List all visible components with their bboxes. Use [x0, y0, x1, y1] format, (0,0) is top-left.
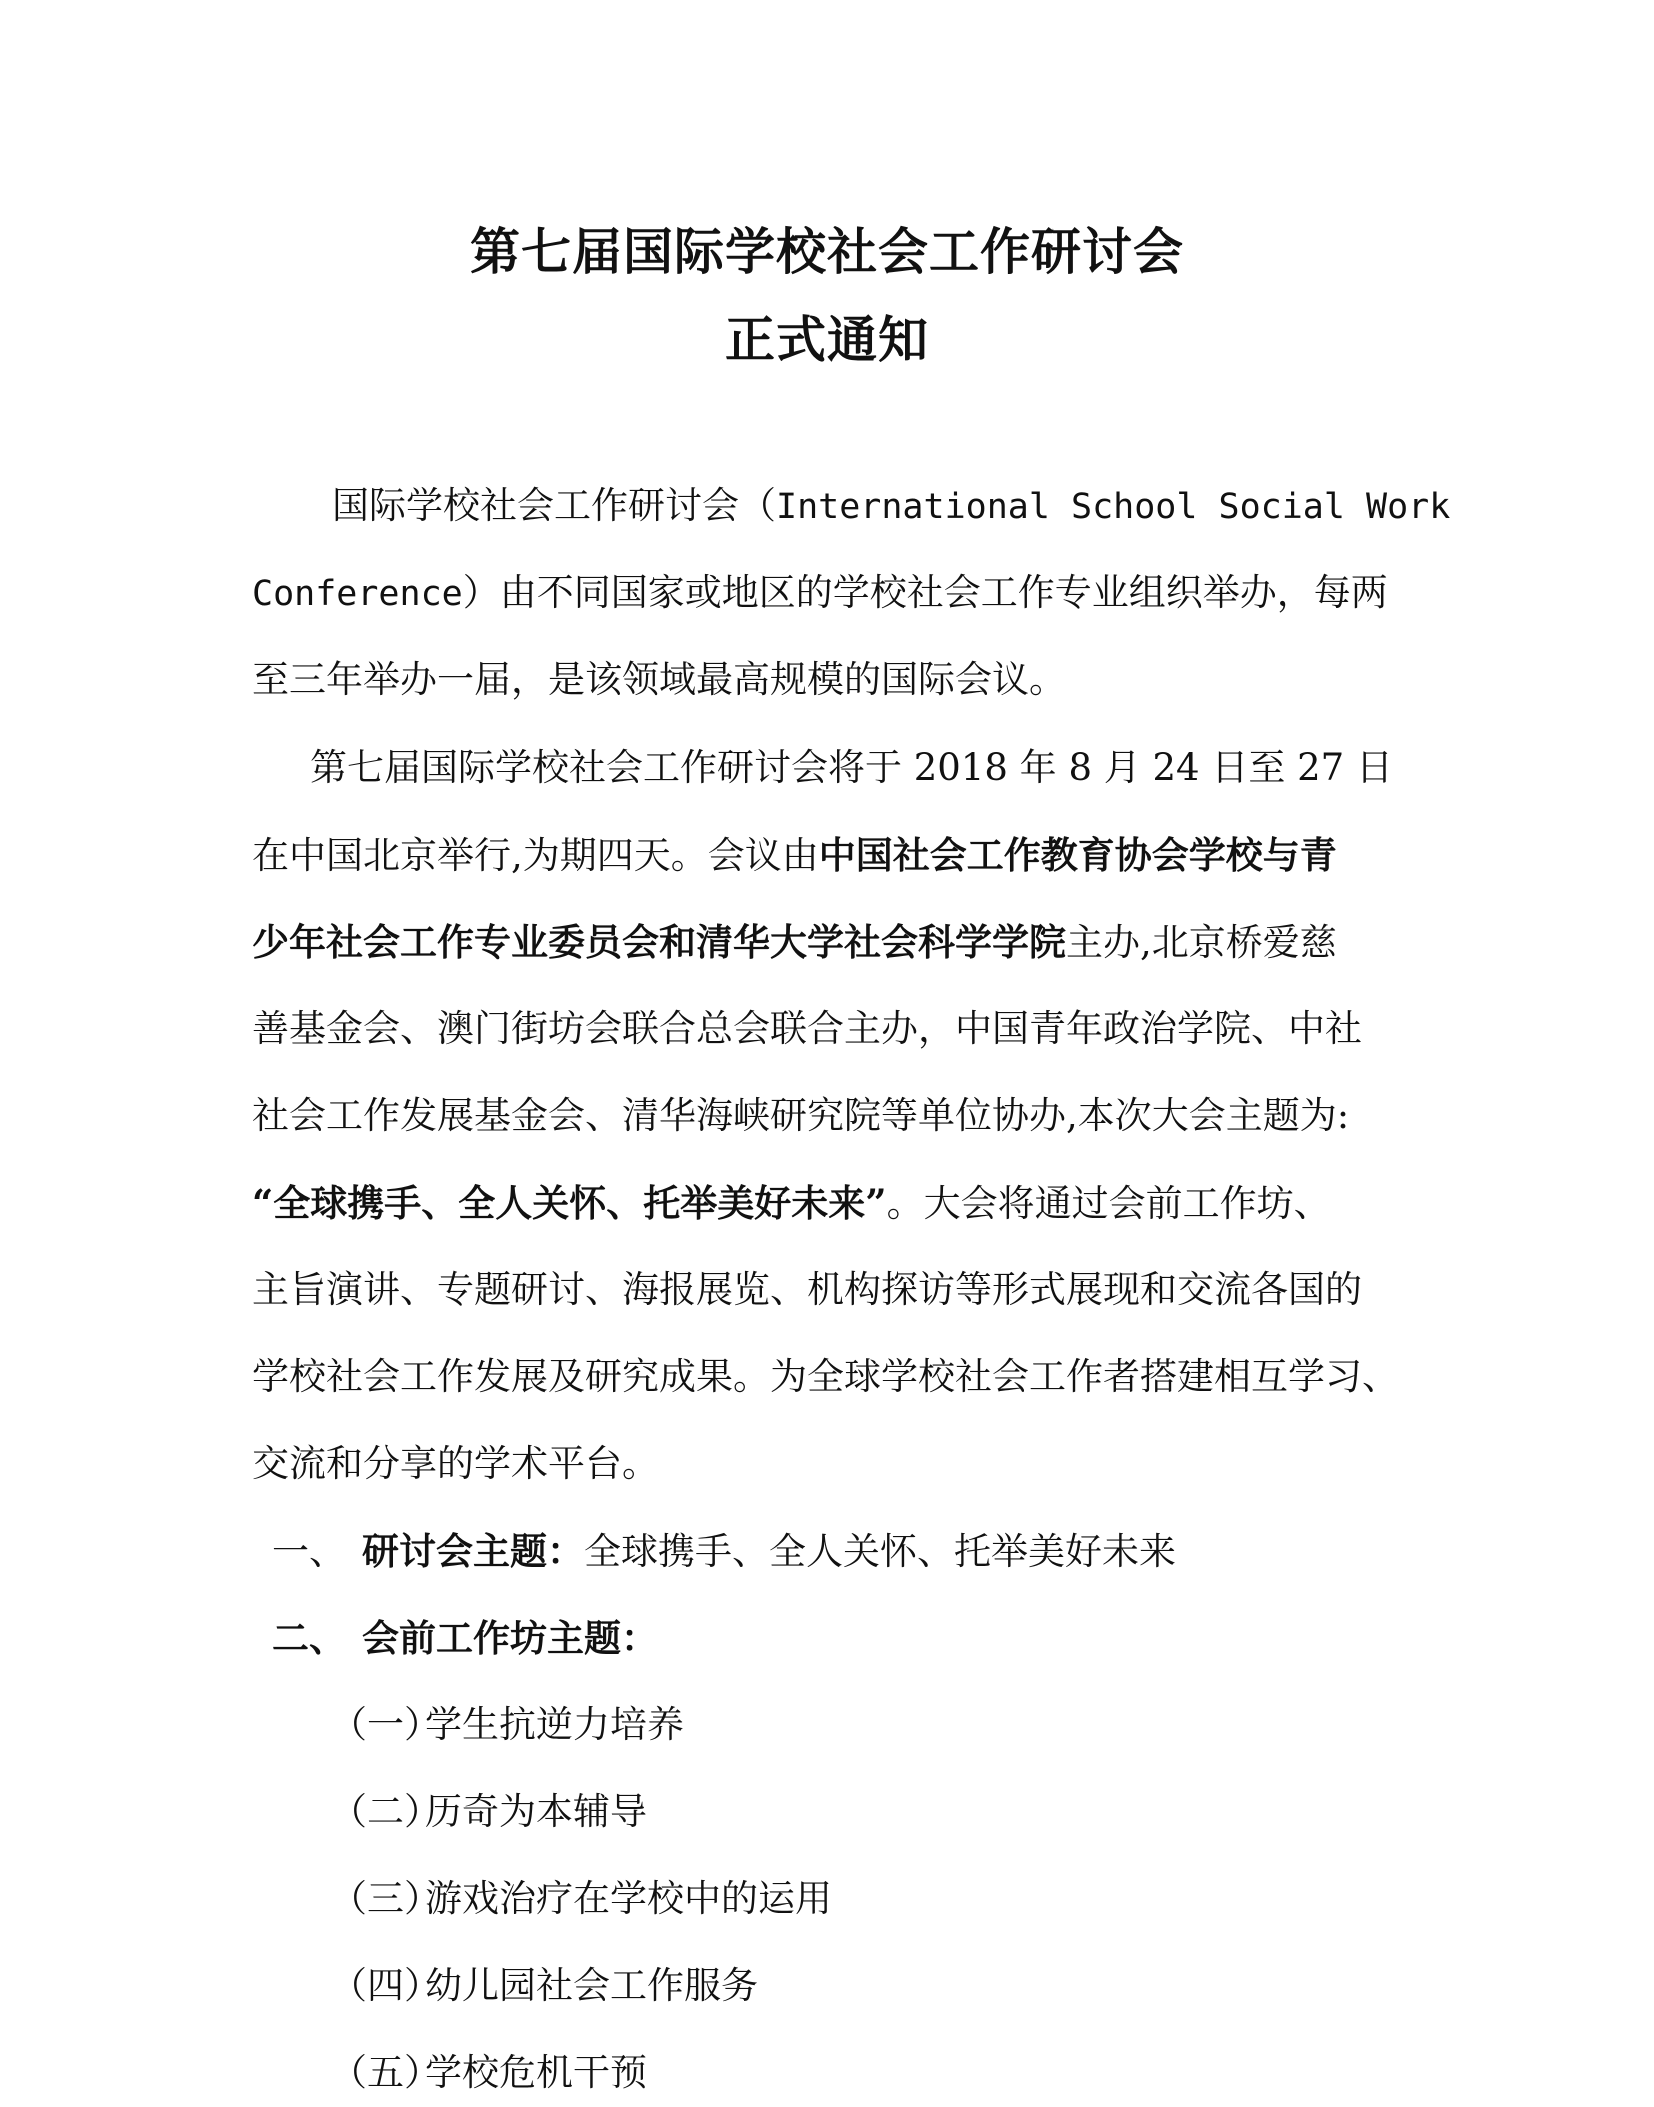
workshop-label: 学生抗逆力培养 [425, 1703, 684, 1746]
intro-text: ）由不同国家或地区的学校社会工作专业组织举办，每两 [462, 571, 1388, 614]
para2-line-3 [252, 917, 1337, 968]
workshop-label: 游戏治疗在学校中的运用 [425, 1877, 832, 1920]
para2-text: 在中国北京举行,为期四天。会议由 [252, 834, 819, 877]
organizer-name: 中国社会工作教育协会学校与青 [818, 833, 1337, 877]
section-label: 研讨会主题： [362, 1529, 584, 1573]
workshop-item [330, 1700, 684, 1750]
workshop-marker: （三） [330, 1877, 441, 1920]
intro-line-3: 至三年举办一届，是该领域最高规模的国际会议。 [252, 658, 1066, 701]
workshop-item [330, 2048, 647, 2098]
workshop-marker: （五） [330, 2051, 441, 2094]
workshop-label: 历奇为本辅导 [425, 1790, 647, 1833]
document-title: 第七届国际学校社会工作研讨会 [470, 222, 1184, 281]
workshop-marker: （四） [330, 1964, 441, 2007]
para2-text: 主办,北京桥爱慈 [1066, 921, 1337, 964]
intro-line-1 [332, 481, 1450, 532]
para2-line-2 [252, 830, 1337, 881]
para2-line-8: 学校社会工作发展及研究成果。为全球学校社会工作者搭建相互学习、 [252, 1355, 1399, 1398]
workshop-marker: （一） [330, 1703, 441, 1746]
workshop-item [330, 1874, 832, 1924]
section-label: 会前工作坊主题： [362, 1616, 658, 1660]
workshop-item [330, 1961, 758, 2011]
section-marker: 一、 [272, 1530, 346, 1573]
section-workshops [272, 1613, 658, 1664]
organizer-name-cont: 少年社会工作专业委员会和清华大学社会科学学院 [252, 920, 1066, 964]
intro-english-name-cont: Conference [252, 574, 463, 614]
para2-line-5: 社会工作发展基金会、清华海峡研究院等单位协办,本次大会主题为: [252, 1094, 1350, 1137]
intro-line-2 [252, 568, 1388, 619]
para2-line-4: 善基金会、澳门街坊会联合总会联合主办，中国青年政治学院、中社 [252, 1007, 1362, 1050]
section-theme [272, 1526, 1176, 1577]
intro-english-name: International School Social Work [776, 487, 1451, 527]
para2-text: 。大会将通过会前工作坊、 [886, 1182, 1331, 1225]
section-marker: 二、 [272, 1616, 346, 1660]
section-value: 全球携手、全人关怀、托举美好未来 [584, 1530, 1176, 1573]
workshop-item [330, 1787, 647, 1837]
para2-line-7: 主旨演讲、专题研讨、海报展览、机构探访等形式展现和交流各国的 [252, 1268, 1362, 1311]
para2-line-6 [252, 1178, 1331, 1229]
para2-line-1: 第七届国际学校社会工作研讨会将于 2018 年 8 月 24 日至 27 日 [310, 746, 1393, 789]
workshop-label: 学校危机干预 [425, 2051, 647, 2094]
conference-theme: “全球携手、全人关怀、托举美好未来” [252, 1181, 887, 1225]
document-subtitle: 正式通知 [725, 310, 929, 369]
workshop-label: 幼儿园社会工作服务 [425, 1964, 758, 2007]
intro-text: 国际学校社会工作研讨会（ [332, 484, 776, 527]
para2-line-9: 交流和分享的学术平台。 [252, 1442, 659, 1485]
workshop-marker: （二） [330, 1790, 441, 1833]
